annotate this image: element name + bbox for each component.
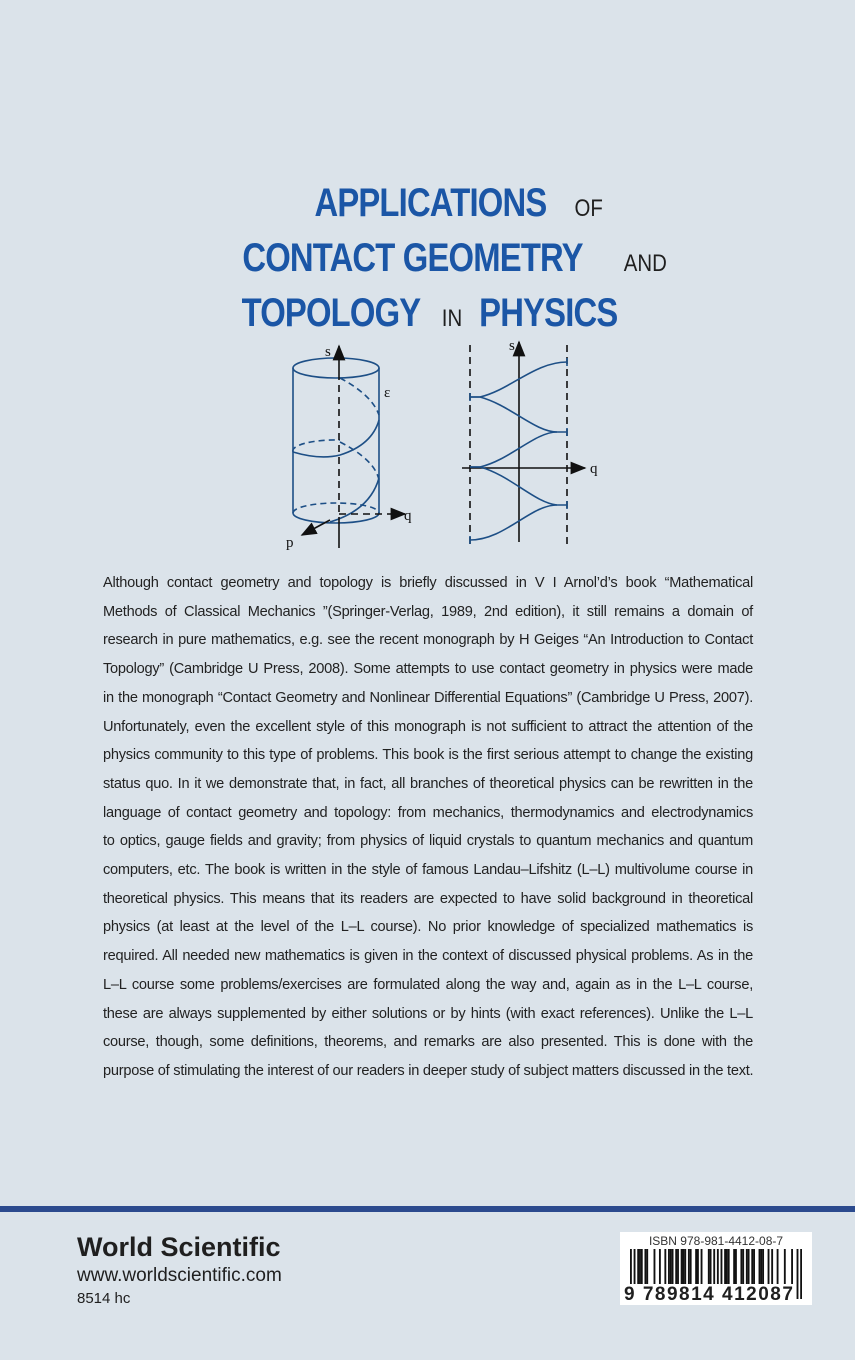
blurb-line: course, though, some definitions, theorems, and remarks are also presented. This is done with the	[103, 1034, 753, 1051]
title-word: PHYSICS	[479, 291, 618, 335]
blurb-line: required. All needed new mathematics is given in the context of discussed physical problems. As in the	[103, 948, 753, 965]
blurb-line: in the monograph “Contact Geometry and Nonlinear Differential Equations” (Cambridge U Press, 2007).	[103, 689, 753, 706]
blurb-line: physics community to this type of problems. This book is the first serious attempt to change the existing	[103, 747, 753, 764]
barcode-bar	[748, 1249, 750, 1289]
barcode-bar	[654, 1249, 656, 1289]
barcode-bar	[697, 1249, 699, 1289]
blurb-line: Topology” (Cambridge U Press, 2008). Some attempts to use contact geometry in physics were made	[103, 661, 753, 678]
barcode-bar	[639, 1249, 641, 1289]
publisher-name: World Scientific	[77, 1232, 281, 1262]
title-word: TOPOLOGY	[241, 291, 421, 335]
title-word: CONTACT GEOMETRY	[241, 236, 583, 280]
barcode-bar	[791, 1249, 793, 1289]
barcode-bar	[677, 1249, 679, 1289]
blurb-line: physics (at least at the level of the L–L course). No prior knowledge of specialized mathematics is	[103, 919, 753, 936]
barcode-bar	[668, 1249, 670, 1289]
divider-rule	[0, 1206, 855, 1212]
barcode-bar	[681, 1249, 683, 1289]
label-epsilon: ε	[384, 385, 391, 401]
barcode-bar	[724, 1249, 726, 1289]
barcode-bar	[746, 1249, 748, 1289]
barcode-bar	[701, 1249, 703, 1289]
barcode-bar	[777, 1249, 779, 1289]
cylinder-top	[293, 358, 379, 378]
barcode-bar	[637, 1249, 639, 1289]
title-word: APPLICATIONS	[314, 181, 547, 225]
publisher-url[interactable]: www.worldscientific.com	[77, 1265, 282, 1286]
barcode-bar	[675, 1249, 677, 1289]
barcode-bar	[728, 1249, 730, 1289]
product-code: 8514 hc	[77, 1290, 131, 1307]
publisher-block	[77, 1232, 282, 1310]
label-s: s	[509, 338, 515, 354]
barcode-bar	[753, 1249, 755, 1289]
blurb-line: Unfortunately, even the excellent style of this monograph is not sufficient to attract the attention of the	[103, 718, 753, 735]
barcode-number: 9 789814 412087	[624, 1284, 795, 1305]
barcode-bar	[684, 1249, 686, 1289]
blurb-line: computers, etc. The book is written in the style of famous Landau–Lifshitz (L–L) multivolume course in	[103, 862, 753, 879]
cusp-figure	[462, 338, 598, 545]
barcode-bar	[771, 1249, 773, 1289]
helix-front	[293, 420, 379, 457]
barcode-bar	[670, 1249, 672, 1289]
isbn-barcode	[620, 1232, 812, 1305]
barcode-bar	[759, 1249, 761, 1289]
label-s: s	[325, 344, 331, 360]
isbn-text: ISBN 978-981-4412-08-7	[648, 1234, 784, 1248]
barcode-bar	[784, 1249, 786, 1289]
barcode-bar	[708, 1249, 710, 1289]
barcode-bar	[751, 1249, 753, 1289]
helix-back	[340, 442, 379, 480]
barcode-bar	[688, 1249, 690, 1289]
barcode-bar	[664, 1249, 666, 1289]
blurb-line: Although contact geometry and topology is briefly discussed in V I Arnol’d’s book “Mathematical	[103, 575, 753, 591]
barcode-bar	[695, 1249, 697, 1289]
blurb-paragraph	[103, 569, 753, 1086]
barcode-bar	[740, 1249, 742, 1289]
cover-figures	[0, 0, 855, 570]
barcode-bar	[726, 1249, 728, 1289]
barcode-bar	[672, 1249, 674, 1289]
label-q: q	[590, 461, 598, 477]
cylinder-mid-hidden	[293, 440, 340, 452]
label-p: p	[286, 535, 294, 551]
barcode-bar	[644, 1249, 646, 1289]
blurb-line: research in pure mathematics, e.g. see the recent monograph by H Geiges “An Introduction to Contact	[103, 632, 753, 649]
barcode-bar	[646, 1249, 648, 1289]
cylinder-bottom-hidden	[293, 503, 379, 513]
barcode-digits	[624, 1284, 808, 1306]
barcode-bar	[733, 1249, 735, 1289]
blurb-line: theoretical physics. This means that its readers are expected to have solid background in theoretical	[103, 890, 753, 907]
barcode-bar	[762, 1249, 764, 1289]
barcode-bar	[735, 1249, 737, 1289]
blurb-line: to optics, gauge fields and gravity; from physics of liquid crystals to quantum mechanics and quantum	[103, 833, 753, 850]
title-connector: IN	[441, 305, 463, 332]
helix-front	[330, 478, 379, 522]
barcode-bar	[760, 1249, 762, 1289]
blurb-line: Methods of Classical Mechanics ”(Springer-Verlag, 1989, 2nd edition), it still remains a domain of	[103, 603, 753, 620]
cylinder-figure	[293, 358, 379, 523]
blurb-line: status quo. In it we demonstrate that, in fact, all branches of theoretical physics can be rewritten in the	[103, 775, 753, 792]
blurb-line: L–L course some problems/exercises are formulated along the way and, again as in the L–L course,	[103, 976, 753, 993]
title-connector: OF	[574, 195, 604, 222]
barcode-bar	[768, 1249, 770, 1289]
barcode-bar	[710, 1249, 712, 1289]
barcode-bar	[641, 1249, 643, 1289]
blurb-line: language of contact geometry and topology: from mechanics, thermodynamics and electrodynamics	[103, 804, 753, 821]
barcode-bar	[659, 1249, 661, 1289]
helix-back	[340, 378, 379, 415]
title-connector: AND	[623, 250, 667, 277]
barcode-bar	[683, 1249, 685, 1289]
blurb-line: purpose of stimulating the interest of our readers in deeper study of subject matters discussed in the text.	[103, 1062, 754, 1079]
barcode-bar	[690, 1249, 692, 1289]
blurb-line: these are always supplemented by either solutions or by hints (with exact references). Unlike the L–L	[103, 1005, 753, 1022]
barcode-bar	[721, 1249, 723, 1289]
barcode-bar	[742, 1249, 744, 1289]
label-q: q	[404, 508, 412, 524]
